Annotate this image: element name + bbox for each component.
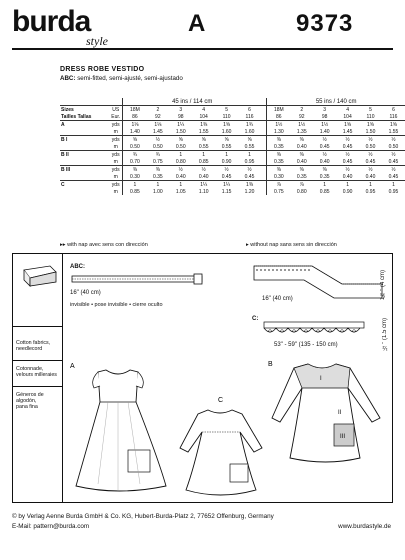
table-cell: 1 [123, 181, 146, 189]
table-cell: 1⅝ [382, 121, 405, 129]
table-cell: ½ [313, 151, 336, 159]
table-cell: 0.40 [365, 173, 376, 180]
table-cell: ½ [238, 166, 261, 174]
table-cell: ½ [359, 166, 382, 174]
table-row [60, 151, 405, 159]
table-cell: 1⅝ [336, 121, 359, 129]
note-without-nap: ▸ without nap sans sens sin dirección [246, 242, 337, 248]
table-cell: ⅝ [215, 136, 238, 144]
table-cell: 1⅝ [215, 121, 238, 129]
table-cell: ½ [215, 166, 238, 174]
view-a-label: A [70, 363, 75, 370]
unit-cell: US [109, 106, 123, 114]
note-with-nap: ▸▸ with nap avec sens con dirección [60, 242, 148, 248]
piece-ii-label: II [338, 410, 342, 416]
row-label: A [60, 121, 109, 129]
table-cell: 1.40 [319, 128, 330, 135]
zip-desc: invisible • pose invisible • cierre oculto [70, 302, 163, 308]
table-cell: 1 [336, 181, 359, 189]
table-cell: ½ [336, 136, 359, 144]
table-cell: 0.50 [388, 143, 399, 150]
table-row [60, 136, 405, 144]
unit-cell: yds [109, 121, 123, 129]
table-cell: ½ [192, 166, 215, 174]
table-cell: 2 [146, 106, 169, 114]
table-cell: ⅜ [290, 151, 313, 159]
unit-cell: Eur. [109, 113, 123, 121]
table-cell: 0.80 [296, 188, 307, 195]
unit-cell: yds [109, 181, 123, 189]
table-cell: 0.75 [152, 158, 163, 165]
table-cell: 0.85 [319, 188, 330, 195]
table-cell: 110 [222, 113, 231, 120]
row-label: C [60, 181, 109, 189]
table-cell: ⅜ [290, 166, 313, 174]
box-divider [62, 253, 63, 503]
table-cell: ⅜ [267, 151, 290, 159]
table-cell: 0.30 [273, 173, 284, 180]
table-cell: 18M [123, 106, 146, 114]
table-cell: ¾ [146, 151, 169, 159]
table-cell: ¾ [123, 151, 146, 159]
trim-c-length: 53" - 59" (135 - 150 cm) [274, 342, 338, 348]
table-cell: 104 [199, 113, 208, 120]
table-cell: 1⅛ [123, 121, 146, 129]
fabric-en: Cotton fabrics, needlecord [16, 340, 51, 352]
table-cell: 0.95 [388, 188, 399, 195]
table-cell: 3 [169, 106, 192, 114]
table-cell: 1.50 [175, 128, 186, 135]
table-cell: ⅜ [267, 166, 290, 174]
table-cell: 0.95 [244, 158, 255, 165]
table-row [60, 188, 405, 195]
table-cell: 1.40 [130, 128, 140, 135]
table-cell: 0.40 [342, 173, 353, 180]
table-cell: 0.85 [130, 188, 140, 195]
table-cell: ½ [382, 166, 405, 174]
dress-c-sketch [180, 410, 262, 495]
table-cell: ½ [382, 136, 405, 144]
table-cell: 1½ [313, 121, 336, 129]
fabric-fr: Cotonnade, velours milleraies [16, 366, 57, 378]
table-cell: 92 [298, 113, 305, 120]
table-cell: ⅜ [290, 136, 313, 144]
table-cell: 0.45 [388, 158, 399, 165]
row-label: Tailles Tallas [61, 113, 92, 120]
table-cell: 116 [389, 113, 398, 120]
table-cell: 1 [169, 151, 192, 159]
table-cell: ½ [169, 166, 192, 174]
table-cell: 6 [382, 106, 405, 114]
table-cell: 1¼ [169, 121, 192, 129]
table-cell: 0.40 [319, 158, 330, 165]
table-cell: 98 [321, 113, 328, 120]
table-cell: ⅝ [192, 136, 215, 144]
view-letter: A [188, 10, 206, 37]
unit-cell: yds [109, 136, 123, 144]
table-cell: ⅝ [123, 136, 146, 144]
table-cell: 1.35 [296, 128, 307, 135]
table-cell: 1¾ [238, 121, 261, 129]
zip-length: 16" (40 cm) [70, 290, 101, 296]
trim-c-width: ½" (1.5 cm) [382, 318, 388, 350]
table-cell: 0.35 [273, 158, 284, 165]
table-cell: 0.90 [221, 158, 232, 165]
table-cell: ½ [336, 166, 359, 174]
table-cell: 1 [146, 181, 169, 189]
table-row [60, 173, 405, 181]
table-cell: 0.45 [388, 173, 399, 180]
table-cell: 1 [382, 181, 405, 189]
trim-length: 16" (40 cm) [262, 296, 293, 302]
table-cell: 0.40 [296, 158, 307, 165]
garment-subtitle: ABC: semi-fitted, semi-ajusté, semi-ajustado [60, 75, 183, 82]
table-cell: 1½ [290, 121, 313, 129]
table-cell: 1¼ [215, 181, 238, 189]
unit-cell: m [109, 188, 123, 195]
table-cell: 0.30 [130, 173, 140, 180]
table-cell: 0.50 [365, 143, 376, 150]
table-cell: 1⅜ [238, 181, 261, 189]
row-label [60, 188, 109, 195]
table-cell: 86 [276, 113, 282, 120]
table-cell: 1⅜ [192, 121, 215, 129]
table-row [60, 143, 405, 151]
table-cell: 1 [169, 181, 192, 189]
table-cell: 1.05 [175, 188, 186, 195]
header-rule [12, 48, 393, 50]
table-cell: 1.50 [365, 128, 376, 135]
table-row [60, 121, 405, 129]
brand-logo: burda [12, 5, 91, 38]
table-cell: ½ [146, 136, 169, 144]
table-cell: ⅜ [123, 166, 146, 174]
unit-cell: m [109, 128, 123, 136]
table-cell: 1 [215, 151, 238, 159]
table-cell: 4 [336, 106, 359, 114]
table-cell: ⅝ [238, 136, 261, 144]
unit-cell: yds [109, 166, 123, 174]
row-label: B III [60, 166, 109, 174]
footer-copyright: © by Verlag Aenne Burda GmbH & Co. KG, Hubert-Burda-Platz 2, 77652 Offenburg, Germany [12, 513, 274, 520]
table-cell: 0.45 [244, 173, 255, 180]
garment-title: DRESS ROBE VESTIDO [60, 66, 145, 73]
trim-width: 1⅝" (4 cm) [380, 270, 386, 301]
table-cell: 0.45 [221, 173, 232, 180]
brand-sub: style [86, 34, 108, 48]
table-cell: 1⅛ [146, 121, 169, 129]
table-cell: 1 [238, 151, 261, 159]
unit-cell: m [109, 173, 123, 181]
table-cell: 0.55 [221, 143, 232, 150]
zip-label: ABC: [70, 264, 85, 270]
garment-sketches [68, 358, 390, 500]
table-cell: 1.60 [244, 128, 255, 135]
table-cell: 0.90 [342, 188, 353, 195]
table-cell: 104 [343, 113, 352, 120]
table-cell: 1.10 [198, 188, 209, 195]
table-cell: 0.55 [244, 143, 255, 150]
piece-iii-label: III [340, 434, 346, 440]
table-cell: 1 [359, 181, 382, 189]
footer-email: E-Mail: pattern@burda.com [12, 523, 90, 530]
table-row [60, 106, 405, 114]
table-cell: 110 [366, 113, 375, 120]
bias-strip-icon [232, 258, 392, 310]
table-cell: 5 [359, 106, 382, 114]
table-cell: 1.60 [221, 128, 232, 135]
table-row [60, 158, 405, 166]
table-cell: 0.75 [273, 188, 284, 195]
table-cell: 0.50 [130, 143, 140, 150]
view-b-label: B [268, 361, 273, 368]
table-cell: ½ [382, 151, 405, 159]
fabric-swatch-icon [20, 262, 60, 288]
table-cell: 4 [192, 106, 215, 114]
fabric-es: Géneros de algodón, pana fina [16, 392, 44, 410]
table-cell: 1.00 [152, 188, 163, 195]
table-cell: ⅜ [267, 136, 290, 144]
table-cell: 0.40 [296, 143, 307, 150]
table-cell: ⅜ [313, 166, 336, 174]
unit-cell: yds [109, 151, 123, 159]
table-cell: 1¼ [192, 181, 215, 189]
table-cell: ⅝ [169, 136, 192, 144]
pattern-number: 9373 [296, 10, 354, 37]
dress-a-sketch [76, 370, 166, 492]
row-label: B I [60, 136, 109, 144]
table-cell: 1.20 [244, 188, 255, 195]
unit-cell: m [109, 143, 123, 151]
table-row [60, 166, 405, 174]
table-cell: ½ [359, 151, 382, 159]
trim-c-label: C: [252, 316, 259, 322]
table-cell: 1.15 [221, 188, 232, 195]
table-cell: 0.45 [365, 158, 376, 165]
row-label [60, 173, 109, 181]
row-label: Sizes [60, 106, 109, 114]
table-cell: ⅜ [146, 166, 169, 174]
table-cell: 0.55 [198, 143, 209, 150]
table-cell: 0.85 [198, 158, 209, 165]
table-cell: 0.95 [365, 188, 376, 195]
table-cell: 0.35 [273, 143, 284, 150]
row-label [60, 158, 109, 166]
dress-b-sketch [272, 364, 380, 462]
footer-url: www.burdastyle.de [338, 523, 391, 530]
table-cell: 0.35 [152, 173, 163, 180]
table-cell: 116 [245, 113, 254, 120]
unit-cell: m [109, 158, 123, 166]
table-cell: 0.35 [296, 173, 307, 180]
table-cell: 0.70 [130, 158, 140, 165]
table-cell: 86 [132, 113, 138, 120]
table-cell: 0.45 [342, 143, 353, 150]
table-cell: 2 [290, 106, 313, 114]
table-cell: 1.30 [273, 128, 284, 135]
table-cell: 6 [238, 106, 261, 114]
row-label: B II [60, 151, 109, 159]
table-cell: ½ [313, 136, 336, 144]
table-cell: 1.55 [198, 128, 209, 135]
table-cell: ⅞ [290, 181, 313, 189]
table-row [60, 181, 405, 189]
table-cell: 0.40 [198, 173, 209, 180]
table-cell: 1 [192, 151, 215, 159]
table-cell: 1½ [267, 121, 290, 129]
table-cell: 1.45 [342, 128, 353, 135]
table-cell: ½ [336, 151, 359, 159]
table-cell: 1 [313, 181, 336, 189]
table-cell: 0.50 [175, 143, 186, 150]
table-cell: 0.45 [342, 158, 353, 165]
view-c-label: C [218, 397, 224, 404]
width-left: 45 ins / 114 cm [123, 98, 261, 106]
table-cell: 1.45 [152, 128, 163, 135]
zipper-icon [70, 272, 210, 286]
table-cell: 0.45 [319, 143, 330, 150]
table-cell: ⅞ [267, 181, 290, 189]
table-cell: 1.55 [388, 128, 399, 135]
table-cell: 92 [155, 113, 161, 120]
table-cell: 98 [177, 113, 184, 120]
piece-i-label: I [320, 376, 322, 382]
table-cell: 1⅝ [359, 121, 382, 129]
fabric-table [60, 98, 405, 195]
table-row [60, 128, 405, 136]
table-cell: 0.40 [175, 173, 186, 180]
table-cell: 0.35 [319, 173, 330, 180]
width-right: 55 ins / 140 cm [267, 98, 405, 106]
lace-trim-icon [262, 318, 382, 340]
table-cell: 18M [267, 106, 290, 114]
row-label [60, 128, 109, 136]
table-row [60, 113, 405, 121]
table-cell: ½ [359, 136, 382, 144]
table-cell: 5 [215, 106, 238, 114]
row-label [60, 143, 109, 151]
table-cell: 0.50 [152, 143, 163, 150]
table-cell: 0.80 [175, 158, 186, 165]
table-cell: 3 [313, 106, 336, 114]
